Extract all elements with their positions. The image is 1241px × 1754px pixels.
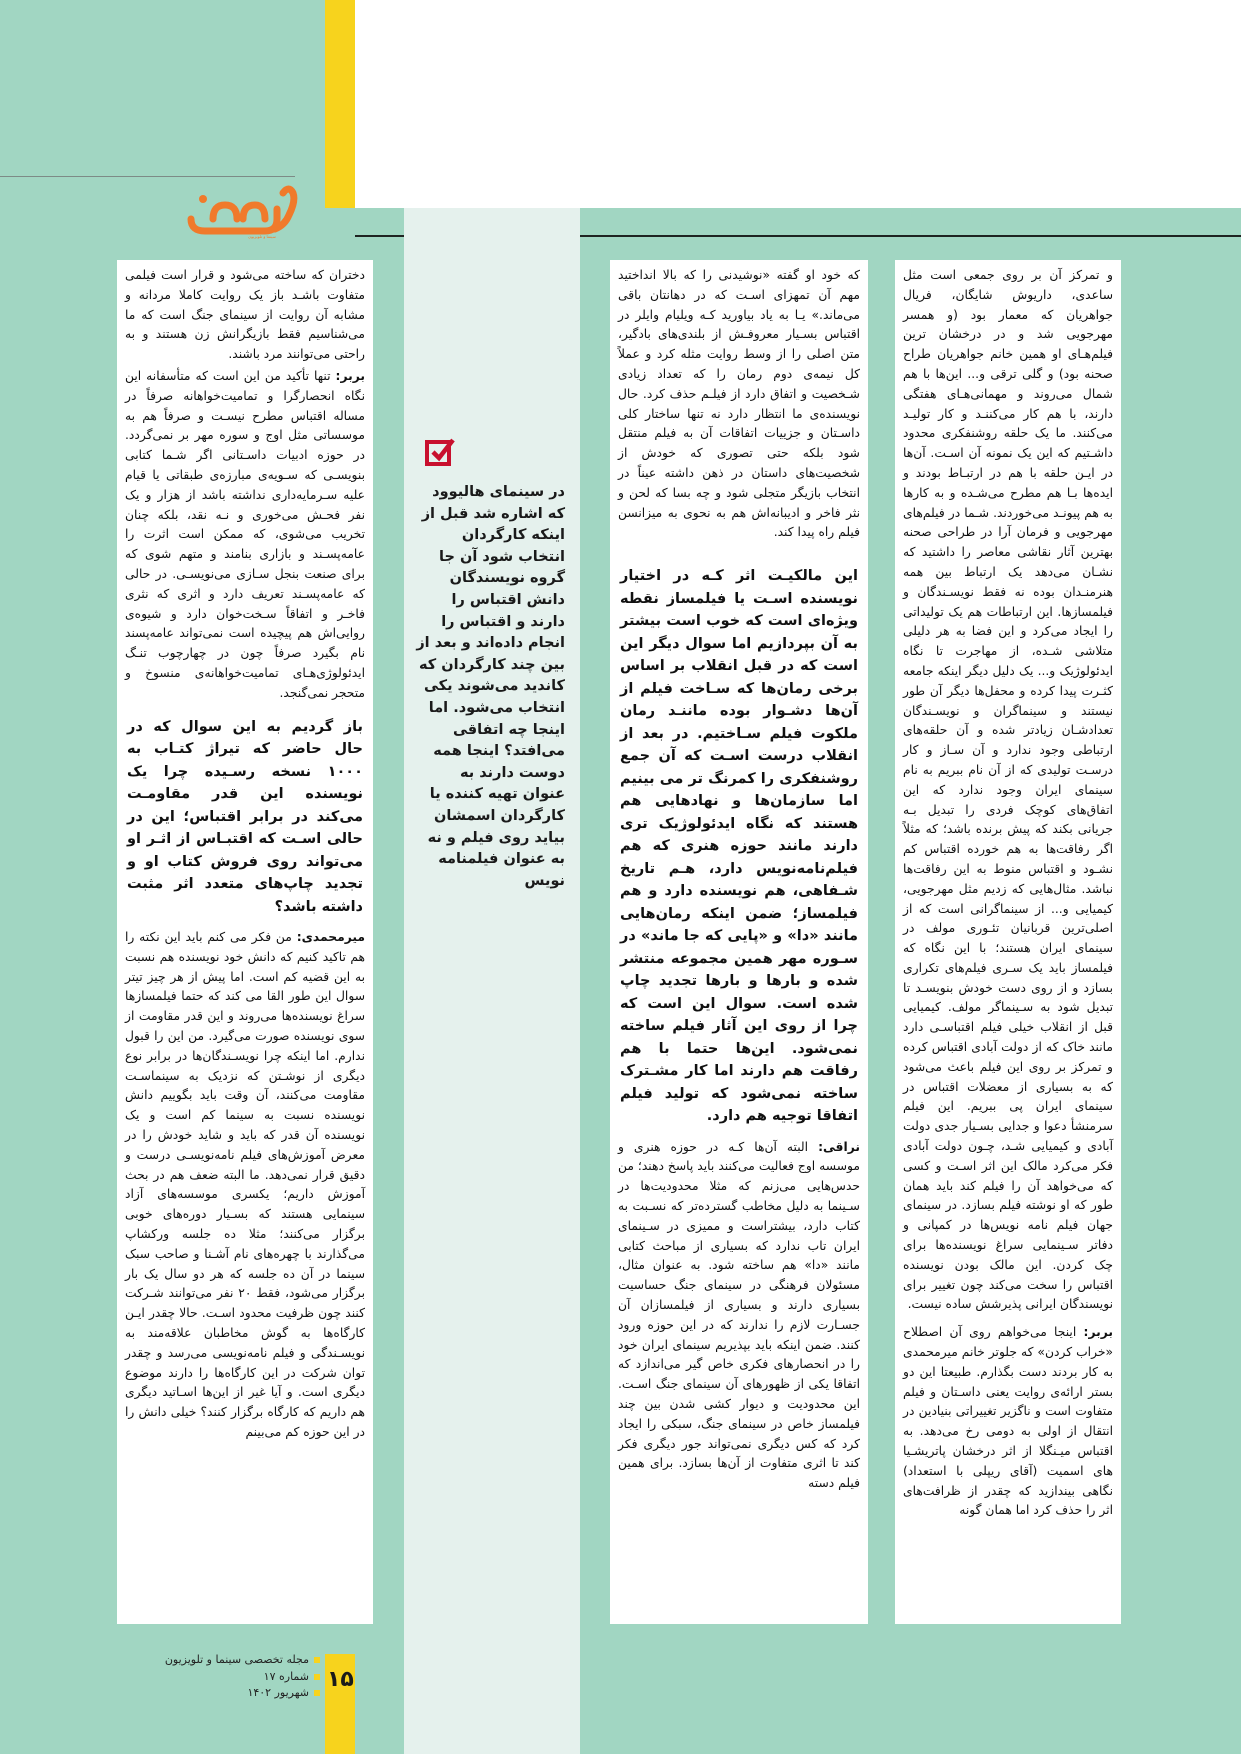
paragraph bbox=[125, 367, 365, 704]
article-column-right bbox=[895, 260, 1121, 1624]
paragraph-text: من فکر می کنم باید این نکته را هم تاکید کنیم که دانش خود نویسنده هم نسبت به این قضیه کم است. اما پیش از هر چیز تیتر سوال این طور القا می کند که حتما فیلمسازها سراغ نویسنده‌ها می‌روند و این قدر مقاومت از سوی نویسنده صورت می‌گیرد. من این را قبول ندارم. اما اینکه چرا نویسـندگان‌ها در برابر نوع دیگری از نوشـتن که نزدیک به سینماسـت مقاومت می‌کنند، آن وقت باید بگوییم دانش نویسنده نسبت به سینما کم است و یک نویسنده آن قدر که باید و شاید خودش را در معرض آموزش‌های فیلم نامه‌نویسـی درست و دقیق قرار نمی‌دهد. ما البته ضعف هم در بحث آموزش داریم؛ یکسری موسسه‌های آزاد سینمایی هستند که بسـیار دوره‌های خوبی برگزار می‌کنند؛ مثلا ده جلسه ورکشاپ می‌گذارند با چهره‌های نام آشـنا و صاحب سبک سینما در آن ده جلسه که هر دو سال یک بار برگزار می‌شود، فقط ۲۰ نفر می‌توانند شـرکت کنند چون ظرفیت محدود اسـت. حالا چقدر ایـن کارگاه‌ها به گوش مخاطبان علاقه‌مند به نویسـندگی و فیلم نامه‌نویسی می‌رسد و چقدر توان شرکت در این کارگاه‌ها را دارند موضوع دیگری است. و آیا غیر از این‌ها اسـاتید دیگری هم داریم که کارگاه برگزار کنند؟ خیلی دانش را در این حوزه کم می‌بینم bbox=[125, 930, 365, 1439]
magazine-logo bbox=[183, 183, 298, 241]
paragraph-text: تنها تأکید من این است که متأسفانه این نگاه انحصارگرا و تمامیت‌خواهانه صرفاً در مساله اقتباس مطرح نیسـت و صرفاً هم به موسساتی مثل اوج و سوره مهر بر نمی‌گردد. در حوزه ادبیات داسـتانی اگر شـما کتابی بنویسـی که سـویه‌ی مبارزه‌ی طبقاتی یا قیام علیه سـرمایه‌داری نداشته باشد از هزار و یک نفر فحـش می‌خوری و نـه نقد، بلکه چنان تخریب می‌شوی، که ممکن است اثرت را عامه‌پسـند و بازاری بنامند و متهم شوی که برای صنعت بنجل سـازی می‌نویسـی. در حالی که عامه‌پسـند تعریف دارد و اثری که نثری فاخـر و اتفاقاً سـخت‌خوان دارد و شیوه‌ی روایی‌اش هم پیچیده است نمی‌تواند عامه‌پسند نام بگیرد صرفاً چون در چهارچوب تنـگ ایدئولوژی‌هـای تمامیت‌خواهانه‌ی منسوخ و متحجر نمی‌گنجد. bbox=[125, 368, 365, 700]
paragraph: و تمرکز آن بر روی جمعی است مثل ساعدی، داریوش شایگان، فریال جواهریان که معمار بود (و همسر مهرجویی شد و در درخشان ترین فیلم‌هـای او همین خانم جواهریان طراح صحنه بود) و گلی ترقی و... این‌ها با هم شمال می‌روند و مهمانی‌هـای هفتگی دارند، با هم کار می‌کننـد و کار تولیـد می‌کنند. ما یک حلقه روشنفکری محدود داشـتیم که این یک نمونه آن اسـت. آن‌ها در ایـن حلقه با هم در ارتبـاط بودند و ایده‌ها بـا هم مطرح می‌شـده و به کارها به هم پیونـد می‌خوردند. شـما در فیلم‌های مهرجویی و فرمان آرا در طراحی صحنه بهترین آثار نقاشی معاصر را داشتید که نشـان می‌دهد یک ارتباط بین همه هنرمنـدان بوده نه فقط نویسـندگان و فیلمسازها. این ارتباطات هم یک تولیداتی را ایجاد می‌کرد و این فضا به هر دلیلی متلاشی شـده، از مهاجرت تا نگاه ایدئولوژیک و... یک دلیل دیگر اینکه جامعه کثـرت پیدا کرده و محفل‌ها دیگر آن طور نیستند و سینماگران و نویسـندگان تعدادشـان زیادتر شده و آن حلقه‌های ارتباطی وجود ندارد و آن سـاز و کار درسـت تولیدی که از آن نام ببریم به نام سینمای ایران وجود ندارد که این اتفاق‌های کوچک فردی را تبدیل بـه جریانی بکند که پیش برنده باشد؛ که مثلاً اگر رفاقت‌ها به هم خورده اقتباس کم نشـود و اقتباس منوط به این رفاقت‌ها نباشد. مثال‌هایی که زدیم مثل مهرجویی، کیمیایی و... از سینماگرانی است که از اصلی‌ترین قربانیان تئـوری مولف در سینمای ایران هستند؛ با این نگاه که فیلمساز باید یک سـری فیلم‌های تکراری بسازد و از روی دست خودش بنویسـد تا تبدیل شود به سـینماگر مولف. کیمیایی قبل از انقلاب خیلی فیلم اقتباسـی دارد مانند خاک که از دولت آبادی اقتباس کرده و تمرکز بر روی این فیلم باعث می‌شود که به بسیاری از معضلات اقتباس در سینمای ایران پی ببریم. این فیلم سرمنشأ دعوا و جدایی بسـیار جدی دولت آبادی و کیمیایی شـد، چـون دولت آبادی فکر می‌کرد مالک این اثر اسـت و کسی که می‌خواهد آن را فیلم کند باید همان طور که او نوشته فیلم بسازد. در سینمای جهان فیلم نامه نویس‌ها در کمپانی و دفاتر سـینمایی سراغ نویسنده‌ها برای چک کردن. این مالک بودن نویسنده اقتباس را سخت می‌کند چون تغییر برای نویسندگان ایرانی پذیرشش ساده نیست. bbox=[903, 268, 1113, 1312]
check-box-icon bbox=[425, 438, 455, 468]
pull-quote: در سینمای هالیوود که اشاره شد قبل از اینکه کارگردان انتخاب شود آن جا گروه نویسندگان دانش اقتباس را دارند و اقتباس را انجام داده‌اند و بعد از بین چند کارگردان که کاندید می‌شوند یکی انتخاب می‌شود. اما اینجا چه اتفاقی می‌افتد؟ اینجا همه دوست دارند به عنوان تهیه کننده یا کارگردان اسمشان بیاید روی فیلم و نه به عنوان فیلمنامه نویس bbox=[416, 484, 565, 889]
paragraph: دختران که ساخته می‌شود و قرار است فیلمی متفاوت باشـد باز یک روایت کاملا مردانه و مشابه آن روایت از سینمای جنگ است که ما می‌شناسیم فقط بازیگرانش زن هستند و به راحتی می‌توانند مرد باشند. bbox=[125, 268, 365, 362]
interview-question: باز گردیم به این سوال که در حال حاضر که تیراژ کتـاب به ۱۰۰۰ نسخه رسـیده چرا یک نویسنده این قدر مقاومـت می‌کند در برابر اقتباس؛ این در حالی اسـت که اقتبـاس از اثـر او می‌تواند روی فروش کتاب او و تجدید چاپ‌های متعدد اثر مثبت داشته باشد؟ bbox=[127, 718, 363, 915]
article-column-left bbox=[117, 260, 373, 1624]
article-column-middle bbox=[610, 260, 868, 1624]
speaker-label: میرمحمدی: bbox=[296, 930, 365, 945]
top-blank-area bbox=[355, 0, 1241, 208]
footer-date: شهریور ۱۴۰۲ bbox=[120, 1685, 320, 1702]
paragraph bbox=[618, 1138, 860, 1494]
logo-subtext: سینما و تلویزیون bbox=[248, 234, 276, 239]
paragraph bbox=[903, 1323, 1113, 1521]
paragraph bbox=[125, 928, 365, 1443]
speaker-label: نراقی: bbox=[818, 1139, 860, 1154]
paragraph-text: اینجا می‌خواهم روی آن اصطلاح «خراب کردن» که جلوتر خانم میرمحمدی به کار بردند دست بگذارم. طبیعتا این دو بستر ارائه‌ی روایت یعنی داسـتان و فیلم متفاوت است و ناگزیر تغییراتی بنیادین در انتقال از اولی به دومی رخ می‌دهد. به اقتباس میـنگلا از اثر درخشان پاتریشـیا های اسمیت (آقای ریپلی با استعداد) نگاهی بیندازید که چقدر از ظرافت‌های اثر را حذف کرد اما همان گونه bbox=[903, 1325, 1113, 1518]
footer-magazine: مجله تخصصی سینما و تلویزیون bbox=[120, 1652, 320, 1669]
accent-bar-top bbox=[325, 0, 355, 208]
interview-question: این مالکیـت اثر کـه در اختیار نویسنده اسـت یا فیلمساز نقطه ویژه‌ای است که خوب است بیشتر به آن بپردازیم اما سوال دیگر این است که در قبل انقلاب بر اساس برخی رمان‌ها که سـاخت فیلم از آن‌ها دشـوار بوده ماننـد رمان ملکوت فیلم سـاختیم. در بعد از انقلاب درست اسـت که آن جمع روشنفکری را کمرنگ تر می بینیم اما سازمان‌ها و نهادهایی هم هستند که نگاه ایدئولوژیک تری دارند مانند حوزه هنری که هم فیلم‌نامه‌نویس دارد، هـم تاریخ شـفاهی، هم نویسنده دارد و هم فیلمساز؛ ضمن اینکه رمان‌هایی مانند «دا» و «پایی که جا ماند» در سـوره مهر همین مجموعه منتشر شده و بارها و بارها تجدید چاپ شده است. سوال این است که چرا از روی این آثار فیلم ساخته نمی‌شود. این‌ها حتما با هم رفاقت هم دارند اما کار مشـترک ساخته نمی‌شود که تولید فیلم اتفاقا توجیه هم دارد. bbox=[620, 568, 858, 1125]
speaker-label: بربر: bbox=[1083, 1325, 1113, 1340]
header-divider-left bbox=[0, 176, 295, 177]
footer-info bbox=[120, 1652, 320, 1702]
paragraph: که خود او گفته «نوشیدنی را که بالا انداختید مهم آن تمهزای اسـت که در دهانتان باقی می‌ماند.» یـا به یاد بیاورید کـه ویلیام وایلر در اقتباس بسـیار معروفـش از بلندی‌های بادگیر، متن اصلی را از وسط روایت مثله کرد و عملاً کل نیمه‌ی دوم رمان را که تعداد زیادی شـخصیت و اتفاق دارد از فیلـم حذف کرد. حال نویسنده‌ی ما انتظار دارد نه تنها ساختار کلی داسـتان و جزییات اتفاقات آن به فیلم منتقل شود بلکه حتی تصوری که خودش از شخصیت‌های داستان در ذهن داشته عیناً در انتخاب بازیگر متجلی شود و چه بسا که لحن و نثر فاخر و ادیبانه‌اش هم به نحوی به میزانسن فیلم راه پیدا کند. bbox=[618, 268, 860, 540]
footer-issue: شماره ۱۷ bbox=[120, 1669, 320, 1686]
page-number: ۱۵ bbox=[327, 1667, 354, 1692]
paragraph-text: البته آن‌ها کـه در حوزه هنری و موسسه اوج فعالیت می‌کنند باید پاسخ دهند؛ من حدس‌هایی می‌زنم که مثلا محدودیت‌ها در سـینما به دلیل مخاطب گسترده‌تر که نسـبت به کتاب دارد، بیشتراست و ممیزی در سـینمای ایران تاب ندارد که بسیاری از مباحث کتابی مانند «دا» هم ساخته شود. به عنوان مثال، مسئولان فرهنگی در سینمای جنگ حساسیت بسیاری دارند و بسیاری از فیلمسازان آن جسـارت لازم را ندارند که در این حوزه ورود کنند. ضمن اینکه باید بپذیریم سینمای ایران خود را در انحصارهای فکری خاص گیر می‌اندازد که اتفاقا یکی از ظهورهای آن سینمای جنگ اسـت. این محدودیت و دیوار کشی شدن بین چند فیلمساز خاص در سینمای جنگ، سبکی را ایجاد کرد که کس دیگری نمی‌تواند جور دیگری فکر کند تا اثری متفاوت از آن‌ها بسازد. برای همین فیلم دسته bbox=[618, 1139, 860, 1491]
speaker-label: بربر: bbox=[335, 368, 365, 383]
